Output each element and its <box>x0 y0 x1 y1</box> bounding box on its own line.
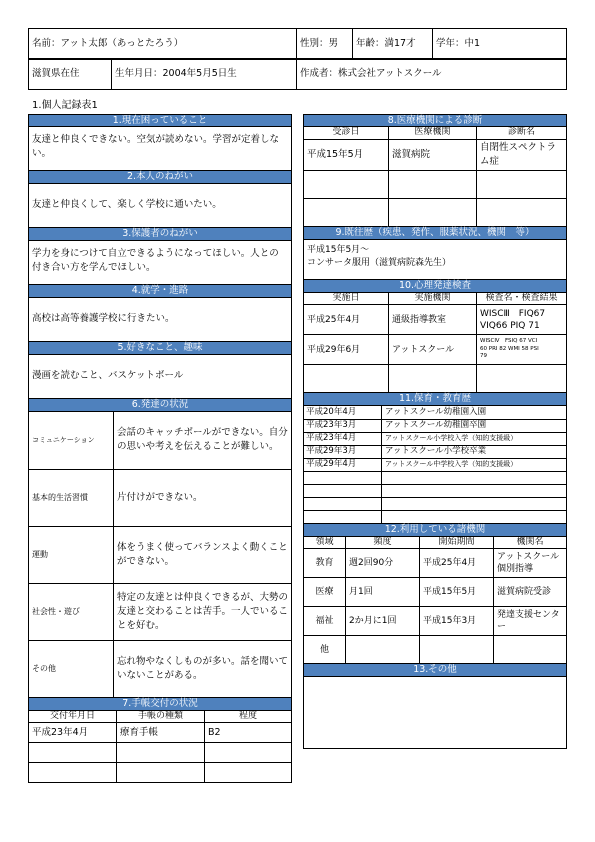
edu-date <box>304 510 382 523</box>
edu-date: 平成29年3月 <box>304 445 382 458</box>
handbook-col-type: 手帳の種類 <box>117 711 205 723</box>
edu-date <box>304 484 382 497</box>
section-5-header: 5.好きなこと、趣味 <box>28 342 292 355</box>
section-10-header: 10.心理発達検査 <box>303 280 567 293</box>
section-3-header: 3.保護者のねがい <box>28 228 292 241</box>
psych-org-2: アットスクール <box>389 335 477 365</box>
edu-date: 平成29年4月 <box>304 458 382 471</box>
psych-result-1-line-2: VIQ66 PIQ 71 <box>480 320 540 331</box>
facility-name: 滋賀病院受診 <box>494 578 567 607</box>
diagnosis-col-name: 診断名 <box>477 127 567 139</box>
facility-frequency: 月1回 <box>346 578 420 607</box>
development-table <box>28 412 292 698</box>
grade-field: 学年：中1 <box>433 29 567 60</box>
facility-domain: 教育 <box>304 549 346 578</box>
education-history-table <box>303 406 567 524</box>
edu-event: アットスクール中学校入学（知的支援級） <box>382 458 567 471</box>
section-1-header: 1.現在困っていること <box>28 114 292 127</box>
psych-empty-cell <box>389 365 477 393</box>
edu-date: 平成23年4月 <box>304 432 382 445</box>
facility-start: 平成25年4月 <box>420 549 494 578</box>
diagnosis-cell <box>389 198 477 226</box>
history-line-1: 平成15年5月～ <box>307 244 370 255</box>
handbook-cell <box>29 743 117 763</box>
facility-start: 平成15年3月 <box>420 607 494 636</box>
facility-start <box>420 636 494 664</box>
dev-text-communication: 会話のキャッチボールができない。自分の思いや考えを伝えることが難しい。 <box>114 412 292 469</box>
handbook-cell <box>117 743 205 763</box>
psych-result-2-line-3: 79 <box>480 353 487 360</box>
section-9-body <box>303 240 567 280</box>
doc-title: 1.個人記録表1 <box>32 100 98 111</box>
section-4-body: 高校は高等養護学校に行きたい。 <box>28 298 292 342</box>
header-table <box>28 28 567 60</box>
psych-result-1 <box>477 305 567 335</box>
psych-test-table <box>303 293 567 394</box>
psych-result-2 <box>477 335 567 365</box>
handbook-table <box>28 711 292 784</box>
dev-label-motor: 運動 <box>29 526 114 583</box>
birthdate-field: 生年月日：2004年5月5日生 <box>112 59 297 90</box>
handbook-cell: 療育手帳 <box>117 723 205 743</box>
facility-name: 発達支援センター <box>494 607 567 636</box>
name-field: 名前：アット太郎（あっとたろう） <box>29 29 297 60</box>
psych-result-2-line-1: WISCⅣ FSIQ 67 VCI <box>480 338 538 345</box>
dev-label-daily-habits: 基本的生活習慣 <box>29 469 114 526</box>
diagnosis-cell: 平成15年5月 <box>304 139 389 170</box>
edu-event <box>382 497 567 510</box>
edu-event: アットスクール幼稚園入園 <box>382 406 567 419</box>
handbook-cell: B2 <box>205 723 292 743</box>
psych-date-1: 平成25年4月 <box>304 305 389 335</box>
edu-event <box>382 484 567 497</box>
facility-domain: 他 <box>304 636 346 664</box>
section-5-body: 漫画を読むこと、バスケットボール <box>28 355 292 399</box>
edu-event: アットスクール小学校入学（知的支援級） <box>382 432 567 445</box>
section-7-header: 7.手帳交付の状況 <box>28 698 292 711</box>
section-3-body: 学力を身につけて自立できるようになってほしい。人との付き合い方を学んでほしい。 <box>28 241 292 285</box>
dev-text-daily-habits: 片付けができない。 <box>114 469 292 526</box>
dev-label-communication: コミュニケーション <box>29 412 114 469</box>
dev-label-social: 社会性・遊び <box>29 583 114 640</box>
psych-empty-cell <box>477 365 567 393</box>
facility-domain: 医療 <box>304 578 346 607</box>
diagnosis-cell <box>304 170 389 198</box>
facility-frequency <box>346 636 420 664</box>
dev-text-social: 特定の友達とは仲良くできるが、大勢の友達と交わることは苦手。一人でいることを好む。 <box>114 583 292 640</box>
psych-col-org: 実施機関 <box>389 293 477 305</box>
psych-date-2: 平成29年6月 <box>304 335 389 365</box>
age-field: 年齢：満17才 <box>353 29 433 60</box>
edu-date: 平成20年4月 <box>304 406 382 419</box>
psych-org-1: 通級指導教室 <box>389 305 477 335</box>
section-1-body: 友達と仲良くできない。空気が読めない。学習が定着しない。 <box>28 127 292 171</box>
dev-label-other: その他 <box>29 640 114 697</box>
diagnosis-col-date: 受診日 <box>304 127 389 139</box>
facility-start: 平成15年5月 <box>420 578 494 607</box>
facility-col-frequency: 頻度 <box>346 537 420 549</box>
handbook-cell <box>29 763 117 783</box>
edu-event: アットスクール幼稚園卒園 <box>382 419 567 432</box>
edu-date: 平成23年3月 <box>304 419 382 432</box>
handbook-cell <box>117 763 205 783</box>
section-13-header: 13.その他 <box>303 664 567 677</box>
facility-frequency: 2か月に1回 <box>346 607 420 636</box>
facility-name <box>494 636 567 664</box>
handbook-col-level: 程度 <box>205 711 292 723</box>
diagnosis-cell <box>477 170 567 198</box>
edu-event <box>382 510 567 523</box>
residence-field: 滋賀県在住 <box>29 59 112 90</box>
facilities-table <box>303 537 567 665</box>
diagnosis-cell: 自閉性スペクトラム症 <box>477 139 567 170</box>
psych-empty-cell <box>304 365 389 393</box>
edu-event <box>382 471 567 484</box>
handbook-cell <box>205 763 292 783</box>
gender-field: 性別：男 <box>297 29 353 60</box>
psych-col-date: 実施日 <box>304 293 389 305</box>
psych-result-2-line-2: 60 PRI 82 WMI 58 PSI <box>480 345 539 352</box>
left-column <box>28 114 292 783</box>
facility-frequency: 週2回90分 <box>346 549 420 578</box>
facility-col-name: 機関名 <box>494 537 567 549</box>
psych-col-result: 検査名・検査結果 <box>477 293 567 305</box>
author-field: 作成者：株式会社アットスクール <box>297 59 567 90</box>
section-2-header: 2.本人のねがい <box>28 171 292 184</box>
right-column <box>303 114 567 749</box>
section-9-header: 9.既往歴（疾患、発作、服薬状況、機関 等） <box>303 227 567 240</box>
handbook-cell <box>205 743 292 763</box>
section-6-header: 6.発達の状況 <box>28 399 292 412</box>
diagnosis-cell <box>389 170 477 198</box>
history-line-2: コンサータ服用（滋賀病院森先生） <box>307 257 452 268</box>
psych-result-1-line-1: WISCⅢ FIQ67 <box>480 308 546 319</box>
diagnosis-cell: 滋賀病院 <box>389 139 477 170</box>
diagnosis-col-org: 医療機関 <box>389 127 477 139</box>
edu-date <box>304 497 382 510</box>
edu-event: アットスクール小学校卒業 <box>382 445 567 458</box>
section-13-body <box>303 677 567 749</box>
diagnosis-cell <box>477 198 567 226</box>
facility-col-domain: 領域 <box>304 537 346 549</box>
section-11-header: 11.保育・教育歴 <box>303 393 567 406</box>
facility-domain: 福祉 <box>304 607 346 636</box>
handbook-cell: 平成23年4月 <box>29 723 117 743</box>
section-12-header: 12.利用している諸機関 <box>303 524 567 537</box>
facility-name: アットスクール個別指導 <box>494 549 567 578</box>
dev-text-motor: 体をうまく使ってバランスよく動くことができない。 <box>114 526 292 583</box>
diagnosis-cell <box>304 198 389 226</box>
dev-text-other: 忘れ物やなくしものが多い。話を聞いていないことがある。 <box>114 640 292 697</box>
facility-col-start: 開始期間 <box>420 537 494 549</box>
diagnosis-table <box>303 127 567 227</box>
section-4-header: 4.就学・進路 <box>28 285 292 298</box>
section-8-header: 8.医療機関による診断 <box>303 114 567 127</box>
section-2-body: 友達と仲良くして、楽しく学校に通いたい。 <box>28 184 292 228</box>
handbook-col-date: 交付年月日 <box>29 711 117 723</box>
header-row2 <box>28 58 567 90</box>
edu-date <box>304 471 382 484</box>
